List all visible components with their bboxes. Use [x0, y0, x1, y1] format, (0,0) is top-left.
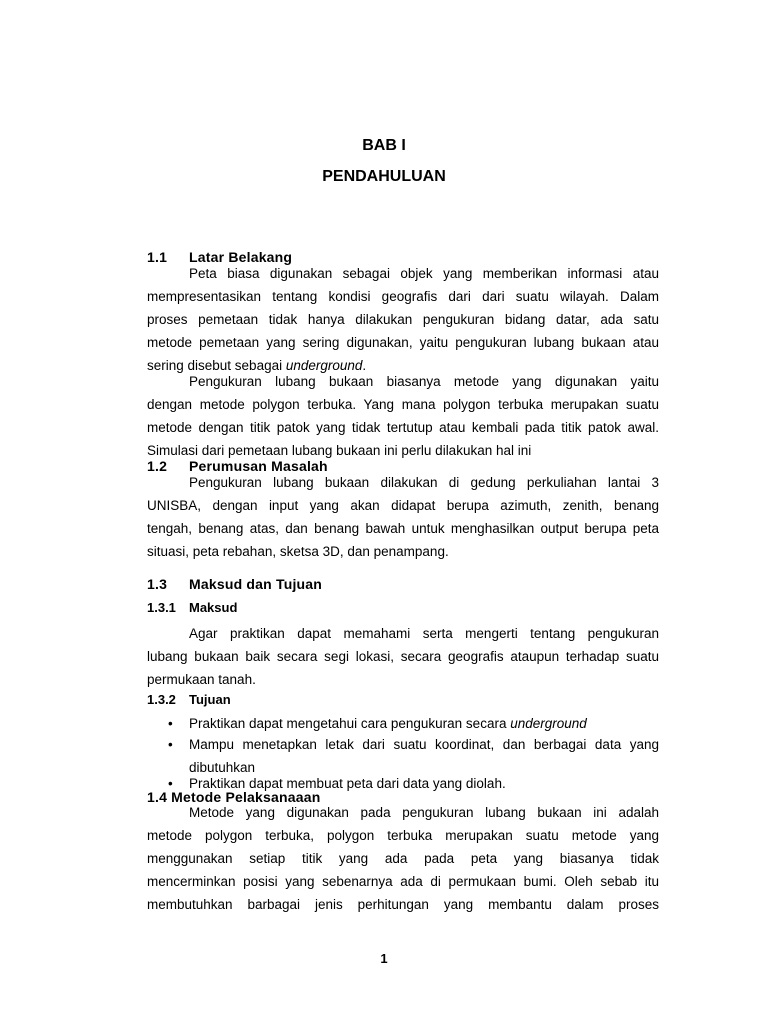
emphasis-underground: underground — [285, 358, 363, 373]
section-title: Latar Belakang — [189, 249, 293, 265]
text-line: dengan metode polygon terbuka. Yang mana polygon terbuka merupakan suatu — [147, 397, 659, 412]
text-line: metode pemetaan yang sering digunakan, yaitu pengukuran lubang bukaan atau — [147, 335, 659, 350]
chapter-label: BAB I — [362, 137, 406, 154]
text-line: Simulasi dari pemetaan lubang bukaan ini perlu dilakukan hal ini — [147, 443, 532, 458]
section-number: 1.2 — [147, 458, 168, 474]
bullet-icon: • — [168, 737, 173, 752]
emphasis-underground: underground — [510, 716, 587, 731]
text-line: Peta biasa digunakan sebagai objek yang memberikan informasi atau — [189, 266, 659, 281]
text-line: metode polygon terbuka, polygon terbuka merupakan suatu metode yang — [147, 828, 659, 843]
section-heading-1-3-2 — [147, 692, 231, 707]
list-item: • Praktikan dapat mengetahui cara pengukuran secara underground — [166, 714, 659, 734]
text-line: metode dengan titik patok yang tidak tertutup atau kembali pada titik patok awal. — [147, 420, 659, 435]
text-line: Pengukuran lubang bukaan dilakukan di gedung perkuliahan lantai 3 — [189, 475, 659, 490]
paragraph-perumusan-masalah — [147, 471, 659, 563]
list-item: • Mampu menetapkan letak dari suatu koordinat, dan berbagai data yang dibutuhkan — [168, 737, 659, 775]
text-line: proses pemetaan tidak hanya dilakukan pengukuran bidang datar, ada satu — [147, 312, 659, 327]
section-number: 1.1 — [147, 249, 168, 265]
text-line: permukaan tanah. — [147, 672, 256, 687]
section-number: 1.3 — [147, 576, 168, 592]
section-heading-1-3-1 — [147, 600, 237, 615]
section-number: 1.3.1 — [147, 600, 176, 615]
text-line: membutuhkan barbagai jenis perhitungan yang membantu dalam proses — [147, 897, 659, 912]
text-line: Pengukuran lubang bukaan biasanya metode yang digunakan yaitu — [189, 374, 659, 389]
list-item: • Praktikan dapat membuat peta dari data yang diolah. — [166, 774, 659, 794]
section-number: 1.4 — [147, 789, 168, 805]
chapter-title: PENDAHULUAN — [322, 168, 446, 185]
text-line: mempresentasikan tentang kondisi geografis dari dari suatu wilayah. Dalam — [147, 289, 659, 304]
text-line: Metode yang digunakan pada pengukuran lubang bukaan ini adalah — [189, 805, 659, 820]
section-number: 1.3.2 — [147, 692, 176, 707]
paragraph-latar-belakang-1 — [147, 262, 659, 377]
text-line: situasi, peta rebahan, sketsa 3D, dan penampang. — [147, 544, 449, 559]
section-title: Metode Pelaksanaaan — [171, 789, 321, 805]
tujuan-list — [166, 714, 659, 794]
page-number: 1 — [380, 951, 388, 966]
section-title: Tujuan — [189, 692, 231, 707]
text-line: mencerminkan posisi yang sebenarnya ada di permukaan bumi. Oleh sebab itu — [147, 874, 659, 889]
bullet-icon: • — [168, 716, 173, 731]
section-title: Maksud dan Tujuan — [189, 576, 323, 592]
section-title: Perumusan Masalah — [189, 458, 328, 474]
paragraph-maksud — [147, 622, 659, 691]
text-line: sering disebut sebagai underground. — [147, 358, 367, 373]
text-line: UNISBA, dengan input yang akan didapat berupa azimuth, zenith, benang — [147, 498, 659, 513]
bullet-icon: • — [168, 776, 173, 791]
section-heading-1-3 — [147, 576, 322, 592]
text-line: Agar praktikan dapat memahami serta mengerti tentang pengukuran — [189, 626, 659, 641]
text-line: menggunakan setiap titik yang ada pada peta yang biasanya tidak — [147, 851, 659, 866]
paragraph-metode-pelaksanaan — [147, 801, 659, 916]
text-line: tengah, benang atas, dan benang bawah untuk menghasilkan output berupa peta — [147, 521, 659, 536]
text-line: lubang bukaan baik secara segi lokasi, secara geografis ataupun terhadap suatu — [147, 649, 659, 664]
section-title: Maksud — [189, 600, 238, 615]
paragraph-latar-belakang-2 — [147, 370, 659, 462]
